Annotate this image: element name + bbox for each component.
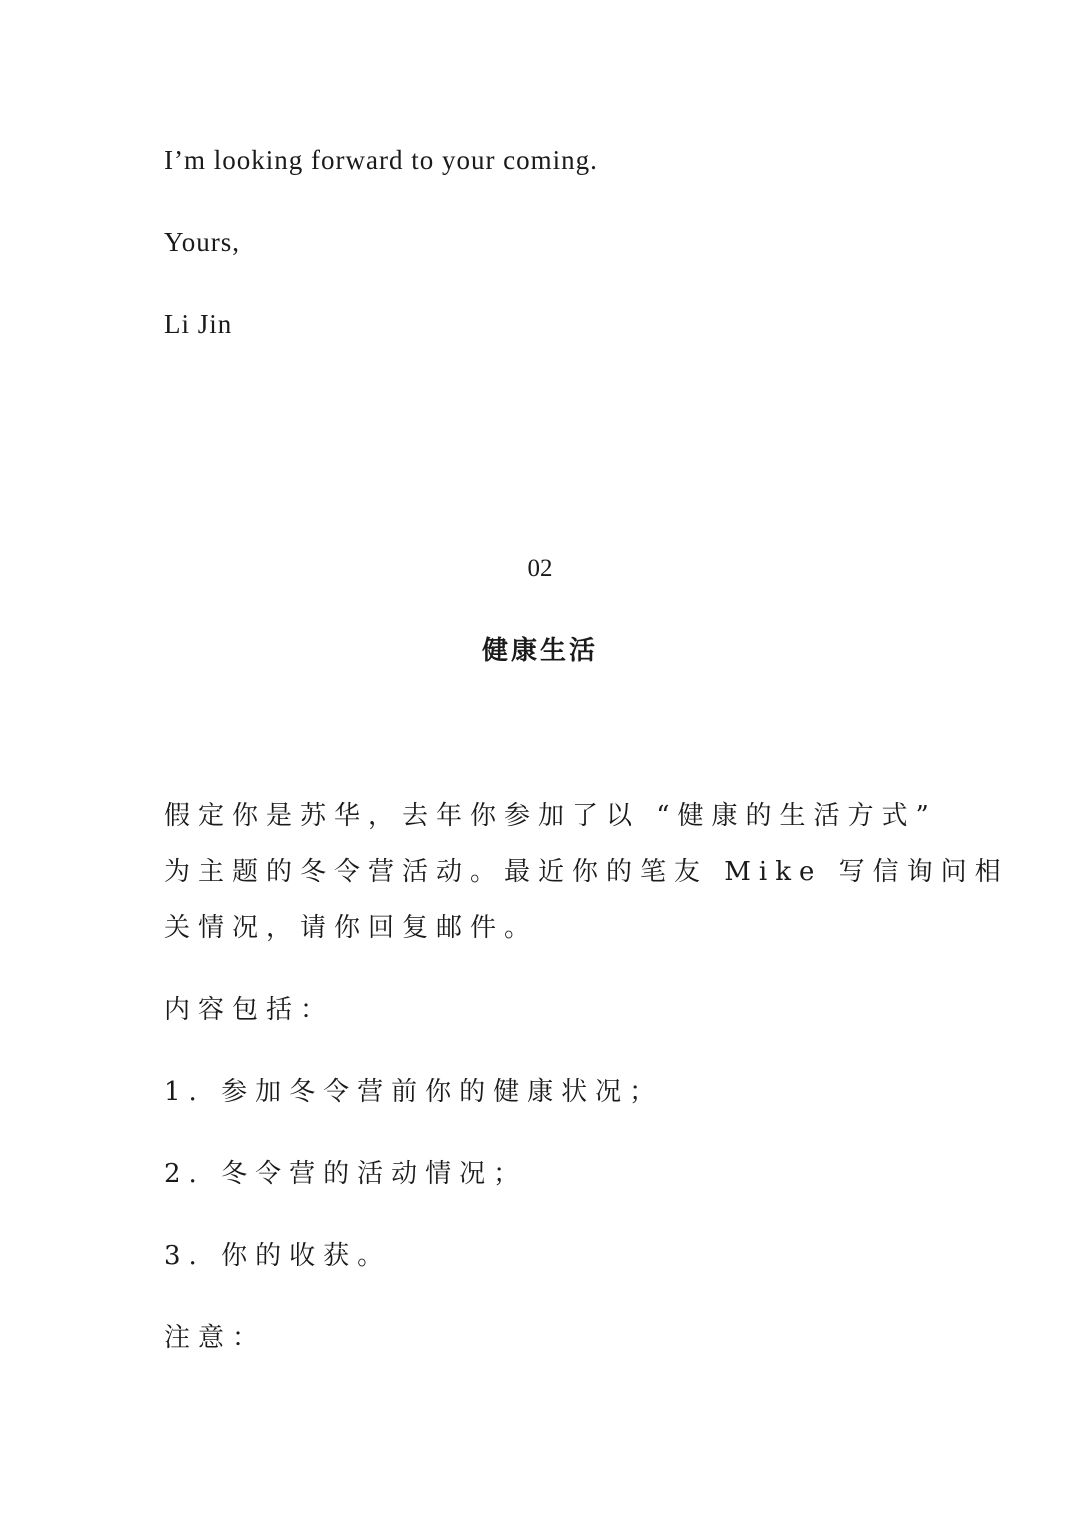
letter-sign-off: Yours,	[164, 227, 241, 257]
prompt-line-1: 假定你是苏华，去年你参加了以 “健康的生活方式”	[164, 801, 937, 831]
section-number: 02	[527, 555, 553, 582]
section-title: 健康生活	[481, 636, 598, 666]
content-heading: 内容包括：	[164, 995, 335, 1025]
prompt-line-3: 关情况，请你回复邮件。	[164, 913, 539, 943]
note-heading: 注意：	[164, 1323, 267, 1353]
list-item: 2. 冬令营的活动情况；	[164, 1159, 528, 1189]
list-item: 3. 你的收获。	[164, 1241, 392, 1271]
list-item: 1. 参加冬令营前你的健康状况；	[164, 1077, 664, 1107]
letter-closing-line: I’m looking forward to your coming.	[164, 145, 598, 175]
letter-signature: Li Jin	[164, 309, 233, 339]
prompt-line-2: 为主题的冬令营活动。最近你的笔友 Mike 写信询问相	[164, 857, 1009, 887]
